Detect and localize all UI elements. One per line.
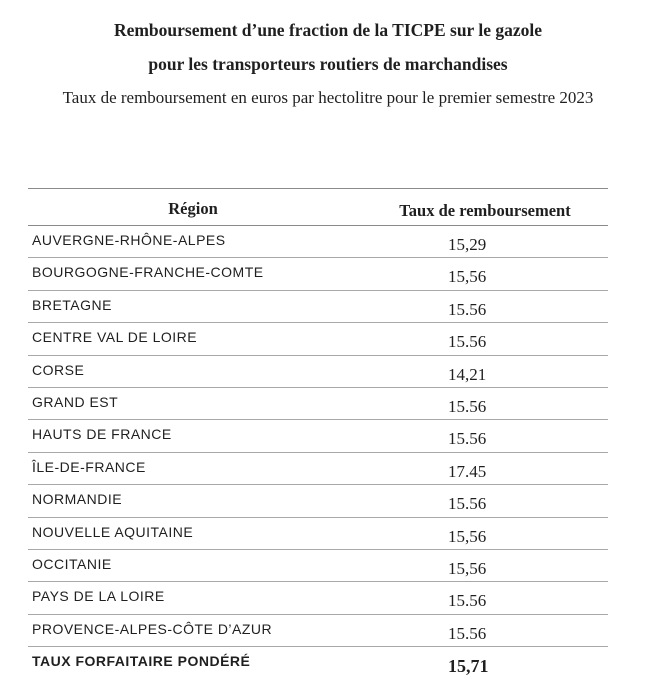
region-cell: NORMANDIE [32, 491, 123, 508]
rate-cell: 15.56 [448, 429, 487, 449]
table-body [28, 226, 608, 678]
rates-table [28, 188, 608, 678]
rate-cell: 15.56 [448, 299, 487, 319]
table-row [28, 388, 608, 420]
document-subtitle: Taux de remboursement en euros par hectolitre pour le premier semestre 2023 [62, 88, 594, 107]
region-cell: BRETAGNE [32, 296, 112, 313]
table-row [28, 550, 608, 582]
rate-cell: 15,56 [448, 526, 487, 546]
region-cell: NOUVELLE AQUITAINE [32, 523, 194, 540]
rate-cell: 15.56 [448, 623, 487, 643]
rate-cell: 14,21 [448, 364, 487, 384]
table-row [28, 453, 608, 485]
table-row [28, 323, 608, 355]
rate-cell: 15.56 [448, 591, 487, 611]
rate-cell: 15,29 [448, 235, 487, 254]
total-label-cell: TAUX FORFAITAIRE PONDÉRÉ [32, 653, 251, 670]
region-cell: CENTRE VAL DE LOIRE [32, 329, 198, 346]
table-row [28, 485, 608, 517]
region-cell: PROVENCE-ALPES-CÔTE D’AZUR [32, 620, 273, 637]
region-cell: BOURGOGNE-FRANCHE-COMTE [32, 264, 264, 281]
document-title-line-2: pour les transporteurs routiers de marchandises [148, 54, 508, 74]
region-cell: GRAND EST [32, 393, 119, 410]
rate-cell: 15,56 [448, 558, 487, 578]
header-region: Région [168, 199, 218, 218]
region-cell: OCCITANIE [32, 555, 112, 572]
table-row [28, 258, 608, 290]
region-cell: ÎLE-DE-FRANCE [32, 458, 146, 475]
rate-cell: 17.45 [448, 461, 487, 481]
table-row [28, 291, 608, 323]
total-rate-cell: 15,71 [448, 656, 489, 677]
rate-cell: 15.56 [448, 396, 487, 416]
document-title-line-1: Remboursement d’une fraction de la TICPE sur le gazole [113, 20, 543, 40]
rate-cell: 15.56 [448, 494, 487, 514]
region-cell: AUVERGNE-RHÔNE-ALPES [32, 232, 226, 248]
table-row-total [28, 647, 608, 678]
region-cell: HAUTS DE FRANCE [32, 426, 172, 443]
rate-cell: 15,56 [448, 267, 487, 287]
region-cell: CORSE [32, 361, 85, 378]
table-header-row [28, 189, 608, 226]
table-row [28, 226, 608, 258]
region-cell: PAYS DE LA LOIRE [32, 588, 165, 605]
table-row [28, 518, 608, 550]
table-row [28, 582, 608, 614]
table-row [28, 356, 608, 388]
table-row [28, 615, 608, 647]
table-row [28, 420, 608, 452]
header-rate: Taux de remboursement [399, 201, 571, 220]
rate-cell: 15.56 [448, 332, 487, 352]
